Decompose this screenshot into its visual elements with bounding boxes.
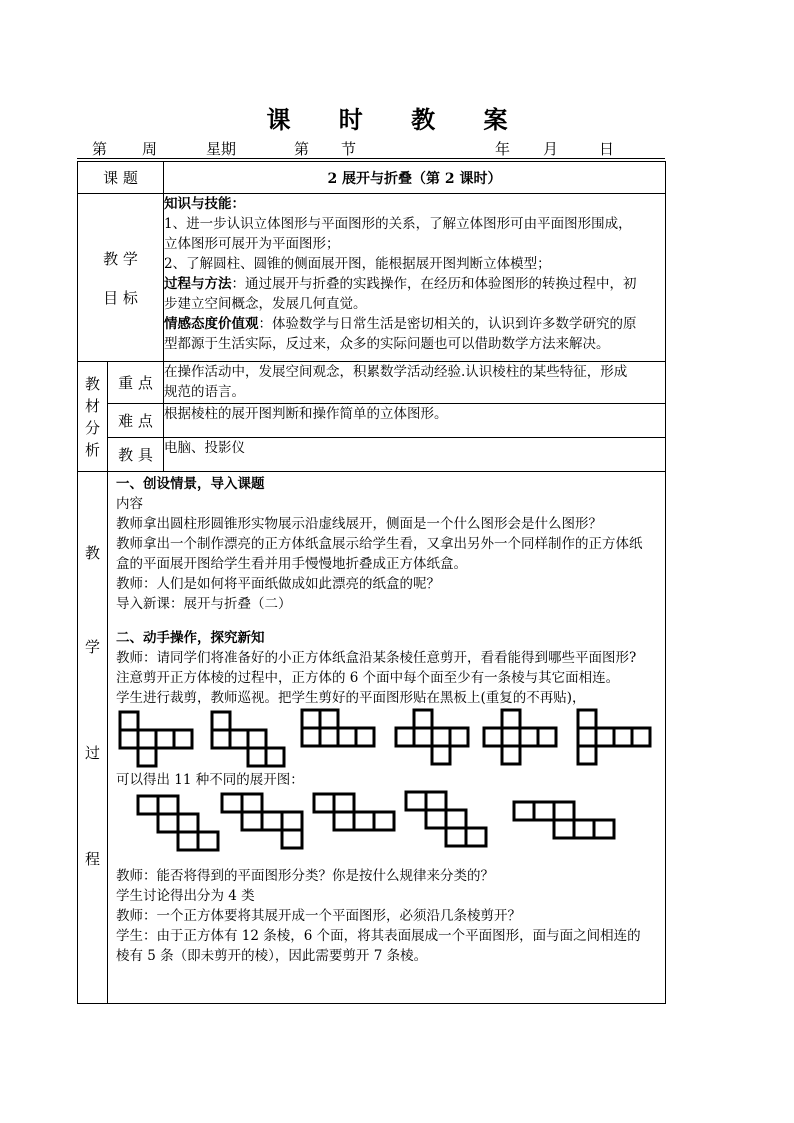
topic-label: 课 题 xyxy=(78,162,164,194)
knowledge-item-1: 1、进一步认识立体图形与平面图形的关系，了解立体图形可由平面图形围成， xyxy=(164,216,632,232)
section-1-line-4: 盒的平面展开图给学生看并用手慢慢地折叠成正方体纸盒。 xyxy=(116,556,467,572)
key-point-row xyxy=(78,362,666,404)
page-title: 课 时 教 案 xyxy=(266,105,528,134)
cube-net-2 xyxy=(212,712,284,766)
emotion-text-2: 型都源于生活实际，反过来，众多的实际问题也可以借助数学方法来解决。 xyxy=(164,336,610,352)
tools-text: 电脑、投影仪 xyxy=(164,438,666,472)
lesson-plan-table xyxy=(77,161,666,1004)
analysis-char-4: 析 xyxy=(84,440,100,459)
header-week-b: 周 xyxy=(142,140,158,158)
cube-net-3 xyxy=(302,710,374,746)
process-char-4: 程 xyxy=(84,850,100,868)
cube-net-10 xyxy=(406,792,486,846)
section-2-line-1: 教师：请同学们将准备好的小正方体纸盒沿某条棱任意剪开，看看能得到哪些平面图形? xyxy=(116,650,637,666)
section-1-heading: 一、创设情景，导入课题 xyxy=(116,476,265,492)
header-session-a: 第 xyxy=(294,140,310,158)
header-year: 年 xyxy=(495,140,511,158)
emotion-objective xyxy=(164,314,665,334)
spacer xyxy=(116,856,661,866)
objectives-content xyxy=(164,194,666,362)
section-2-line-8: 学生：由于正方体有 12 条棱，6 个面，将其表面展成一个平面图形，面与面之间相连的 xyxy=(116,928,641,944)
section-2-line-5: 教师：能否将得到的平面图形分类？你是按什么规律来分类的？ xyxy=(116,868,494,884)
process-content xyxy=(108,472,666,1004)
section-2-line-7: 教师：一个正方体要将其展开成一个平面图形，必须沿几条棱剪开？ xyxy=(116,908,521,924)
cube-net-8 xyxy=(222,794,302,848)
process-char-3: 过 xyxy=(84,744,100,762)
spacer xyxy=(116,614,661,628)
key-point-content xyxy=(164,362,666,404)
header-rule xyxy=(77,158,665,159)
header-session-b: 节 xyxy=(341,140,357,158)
process-row xyxy=(78,472,666,1004)
knowledge-item-1b: 立体图形可展开为平面图形； xyxy=(164,236,340,252)
difficulty-label: 难 点 xyxy=(108,404,164,438)
section-2-line-2: 注意剪开正方体棱的过程中，正方体的 6 个面中每个面至少有一条棱与其它面相连。 xyxy=(116,670,620,686)
analysis-char-3: 分 xyxy=(84,418,100,437)
tools-row xyxy=(78,438,666,472)
analysis-label xyxy=(78,362,108,472)
header-month: 月 xyxy=(543,140,559,158)
knowledge-item-2: 2、了解圆柱、圆锥的侧面展开图，能根据展开图判断立体模型； xyxy=(164,256,551,272)
cube-net-11 xyxy=(514,802,614,838)
cube-net-9 xyxy=(314,794,394,830)
cube-nets-row-2 xyxy=(116,790,676,856)
cube-nets-row-1 xyxy=(116,708,676,770)
process-text-2: 步建立空间概念，发展几何直觉。 xyxy=(164,296,367,312)
difficulty-text: 根据棱柱的展开图判断和操作简单的立体图形。 xyxy=(164,404,666,438)
header-day: 日 xyxy=(599,140,615,158)
section-1-line-3: 教师拿出一个制作漂亮的正方体纸盒展示给学生看，又拿出另外一个同样制作的正方体纸 xyxy=(116,536,643,552)
objectives-label-line2: 目 标 xyxy=(103,288,138,307)
header-week-a: 第 xyxy=(92,140,108,158)
emotion-heading: 情感态度价值观 xyxy=(164,316,259,332)
cube-net-6 xyxy=(578,710,650,764)
section-1-line-2: 教师拿出圆柱形圆锥形实物展示沿虚线展开，侧面是一个什么图形会是什么图形？ xyxy=(116,516,602,532)
topic-value: 2 展开与折叠（第 2 课时） xyxy=(164,162,666,194)
process-objective xyxy=(164,274,665,294)
objectives-row xyxy=(78,194,666,362)
key-point-label: 重 点 xyxy=(108,362,164,404)
section-1-line-5: 教师：人们是如何将平面纸做成如此漂亮的纸盒的呢？ xyxy=(116,576,440,592)
key-point-text-2: 规范的语言。 xyxy=(164,384,245,400)
objectives-label-line1: 教 学 xyxy=(103,249,138,268)
process-text: ：通过展开与折叠的实践操作，在经历和体验图形的转换过程中，初 xyxy=(231,276,637,292)
section-1-line-1: 内容 xyxy=(116,496,143,512)
cube-net-4 xyxy=(396,710,468,764)
section-1-line-6: 导入新课：展开与折叠（二） xyxy=(116,596,292,612)
topic-row xyxy=(78,162,666,194)
section-2-line-4: 可以得出 11 种不同的展开图： xyxy=(116,772,304,788)
section-2-heading: 二、动手操作，探究新知 xyxy=(116,630,265,646)
process-char-1: 教 xyxy=(84,544,100,562)
cube-net-5 xyxy=(484,710,556,764)
cube-net-7 xyxy=(138,796,218,850)
process-heading: 过程与方法 xyxy=(164,276,232,292)
section-2-line-6: 学生讨论得出分为 4 类 xyxy=(116,888,255,904)
cube-net-1 xyxy=(120,712,192,766)
section-2-line-9: 棱有 5 条（即未剪开的棱），因此需要剪开 7 条棱。 xyxy=(116,948,428,964)
objectives-label xyxy=(78,194,164,362)
header-weekday: 星期 xyxy=(206,140,237,158)
difficulty-row xyxy=(78,404,666,438)
process-char-2: 学 xyxy=(84,638,100,656)
analysis-char-1: 教 xyxy=(84,374,100,393)
process-label xyxy=(78,472,108,1004)
tools-label: 教 具 xyxy=(108,438,164,472)
section-2-line-3: 学生进行裁剪，教师巡视。把学生剪好的平面图形贴在黑板上(重复的不再贴)， xyxy=(116,690,586,706)
key-point-text: 在操作活动中，发展空间观念，积累数学活动经验.认识棱柱的某些特征，形成 xyxy=(164,364,628,380)
analysis-char-2: 材 xyxy=(84,396,100,415)
knowledge-heading: 知识与技能： xyxy=(164,196,245,212)
emotion-text: ：体验数学与日常生活是密切相关的，认识到许多数学研究的原 xyxy=(258,316,637,332)
